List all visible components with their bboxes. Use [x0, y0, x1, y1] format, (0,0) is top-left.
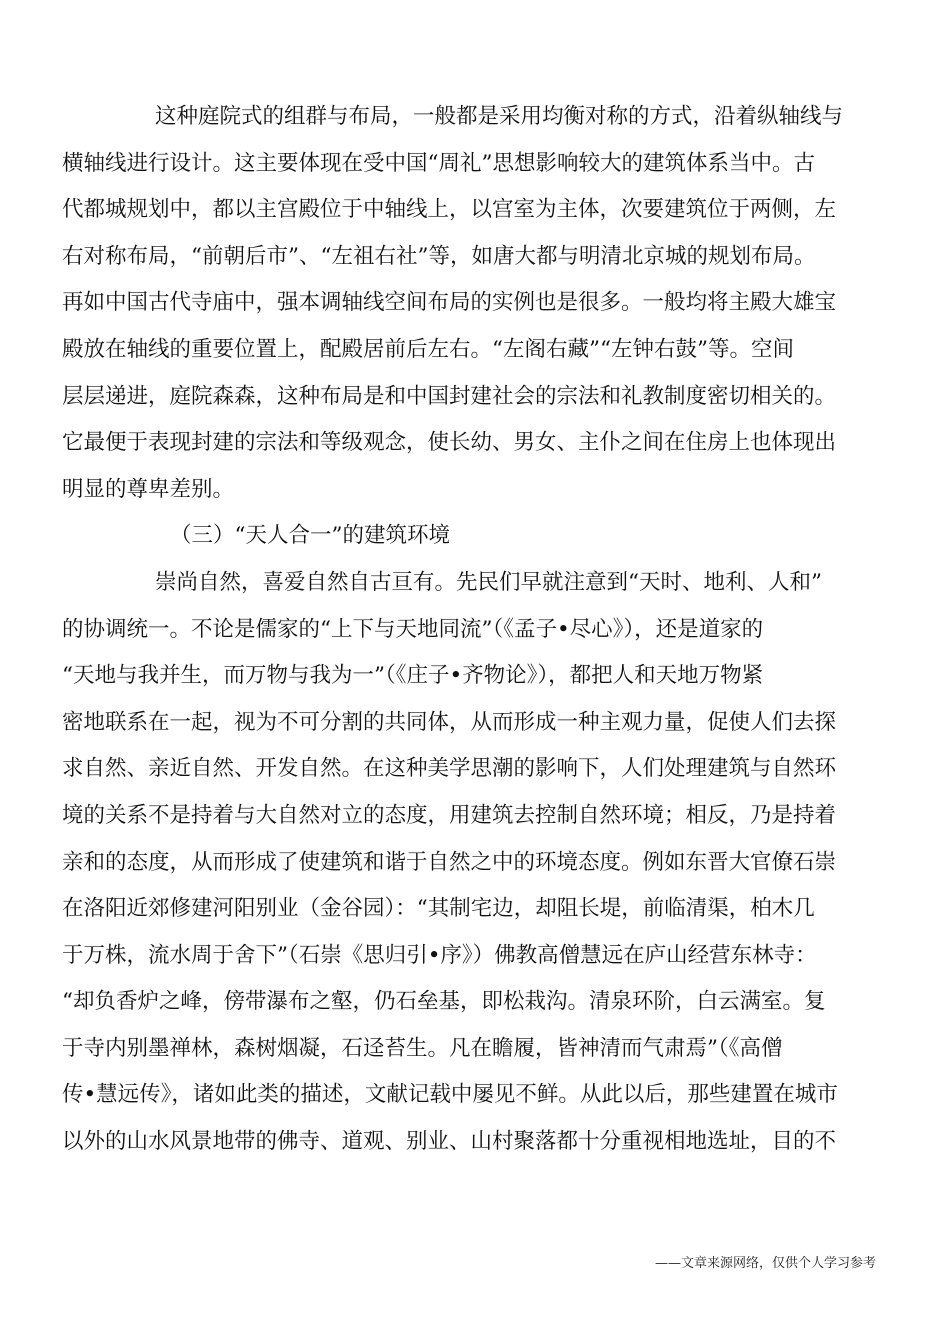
paragraph-2-line: 亲和的态度，从而形成了使建筑和谐于自然之中的环境态度。例如东晋大官僚石崇 [62, 849, 837, 875]
paragraph-2-line: “却负香炉之峰，傍带瀑布之壑，仍石垒基，即松栽沟。清泉环阶，白云满室。复 [62, 989, 826, 1015]
paragraph-2-line: 于万株，流水周于舍下”（石崇《思归引•序》）佛教高僧慧远在庐山经营东林寺： [62, 942, 817, 968]
paragraph-2-line: 于寺内别墨禅林，森树烟凝，石迳苔生。凡在瞻履，皆神清而气肃焉”（《高僧 [62, 1035, 783, 1061]
paragraph-1-line: 右对称布局，“前朝后市”、“左祖右社”等，如唐大都与明清北京城的规划布局。 [62, 243, 816, 269]
paragraph-2-line: 求自然、亲近自然、开发自然。在这种美学思潮的影响下，人们处理建筑与自然环 [62, 756, 837, 782]
paragraph-2-line: 传•慧远传》，诸如此类的描述，文献记载中屡见不鲜。从此以后，那些建置在城市 [62, 1082, 838, 1108]
paragraph-2-line: 以外的山水风景地带的佛寺、道观、别业、山村聚落都十分重视相地选址，目的不 [62, 1129, 837, 1155]
paragraph-1-line: 明显的尊卑差别。 [62, 476, 235, 502]
paragraph-1-line: 这种庭院式的组群与布局，一般都是采用均衡对称的方式，沿着纵轴线与 [155, 104, 844, 129]
paragraph-2-line: 的协调统一。不论是儒家的“上下与天地同流”（《孟子•尽心》），还是道家的 [62, 616, 764, 642]
section-heading: （三）“天人合一”的建筑环境 [170, 523, 450, 549]
paragraph-2-line: 密地联系在一起，视为不可分割的共同体，从而形成一种主观力量，促使人们去探 [62, 709, 837, 735]
paragraph-1-line: 横轴线进行设计。这主要体现在受中国“周礼”思想影响较大的建筑体系当中。古 [62, 150, 815, 176]
paragraph-1-line: 代都城规划中，都以主宫殿位于中轴线上，以宫室为主体，次要建筑位于两侧，左 [62, 197, 837, 223]
paragraph-2-line: 在洛阳近郊修建河阳别业（金谷园）：“其制宅边，却阻长堤，前临清渠，柏木几 [62, 896, 815, 922]
document-body [62, 94, 884, 1166]
paragraph-1-line: 它最便于表现封建的宗法和等级观念，使长幼、男女、主仆之间在住房上也体现出 [62, 430, 837, 456]
paragraph-2-line: “天地与我并生，而万物与我为一”（《庄子•齐物论》），都把人和天地万物紧 [62, 663, 764, 689]
paragraph-2-line: 崇尚自然，喜爱自然自古亘有。先民们早就注意到“天时、地利、人和” [155, 569, 822, 595]
paragraph-1-line: 再如中国古代寺庙中，强本调轴线空间布局的实例也是很多。一般均将主殿大雄宝 [62, 290, 837, 316]
paragraph-1-line: 层层递进，庭院森森，这种布局是和中国封建社会的宗法和礼教制度密切相关的。 [62, 383, 837, 409]
source-footer-note: ——文章来源网络，仅供个人学习参考 [654, 1256, 876, 1271]
paragraph-2-line: 境的关系不是持着与大自然对立的态度，用建筑去控制自然环境；相反，乃是持着 [62, 802, 837, 828]
paragraph-1-line: 殿放在轴线的重要位置上，配殿居前后左右。“左阁右藏”“左钟右鼓”等。空间 [62, 336, 794, 362]
